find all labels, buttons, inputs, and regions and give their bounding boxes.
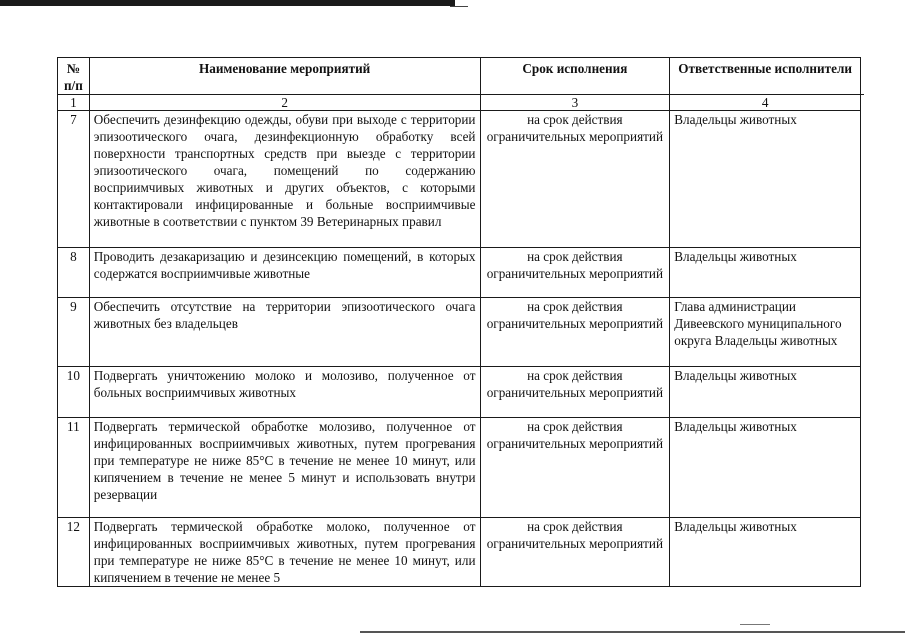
- table-edge-tick: [860, 94, 864, 95]
- measure-responsible: Владельцы животных: [670, 367, 861, 418]
- row-number: 8: [58, 248, 90, 298]
- header-row: [58, 58, 861, 95]
- measure-term: на срок действия ограничительных мероприятий: [480, 298, 670, 367]
- measure-name: Подвергать уничтожению молоко и молозиво, полученное от больных восприимчивых животных: [89, 367, 480, 418]
- measure-name: Проводить дезакаризацию и дезинсекцию помещений, в которых содержатся восприимчивые животные: [89, 248, 480, 298]
- row-number: 9: [58, 298, 90, 367]
- measure-responsible: Владельцы животных: [670, 418, 861, 518]
- row-number: 7: [58, 111, 90, 248]
- measure-term: на срок действия ограничительных мероприятий: [480, 248, 670, 298]
- measure-term: на срок действия ограничительных мероприятий: [480, 367, 670, 418]
- row-number: 10: [58, 367, 90, 418]
- table-row: [58, 418, 861, 518]
- measure-term: на срок действия ограничительных мероприятий: [480, 518, 670, 587]
- measure-name: Обеспечить дезинфекцию одежды, обуви при выходе с территории эпизоотического очага, дезинфекционную обработку всей поверхности транспортных средств при выезде с территории эпизоотического очага, помещений по содержанию восприимчивых животных и других объектов, с которыми контактировали инфицированные и больные восприимчивые животные в соответствии с пунктом 39 Ветеринарных правил: [89, 111, 480, 248]
- column-index: 2: [89, 95, 480, 111]
- scan-artifact-bottom-tick: [740, 624, 770, 625]
- measure-responsible: Владельцы животных: [670, 248, 861, 298]
- measure-name: Подвергать термической обработке молозиво, полученное от инфицированных восприимчивых животных, путем прогревания при температуре не ниже 85°С в течение не менее 10 минут, или кипячением в течение не менее 5 минут и использовать внутри резервации: [89, 418, 480, 518]
- header-name: Наименование мероприятий: [89, 58, 480, 95]
- measure-term: на срок действия ограничительных мероприятий: [480, 418, 670, 518]
- table-row: [58, 111, 861, 248]
- table-row: [58, 518, 861, 587]
- measure-name: Обеспечить отсутствие на территории эпизоотического очага животных без владельцев: [89, 298, 480, 367]
- measure-responsible: Глава администрации Дивеевского муниципального округа Владельцы животных: [670, 298, 861, 367]
- header-num: № п/п: [58, 58, 90, 95]
- table-row: [58, 367, 861, 418]
- scan-artifact-bottom: [360, 631, 905, 633]
- header-resp: Ответственные исполнители: [670, 58, 861, 95]
- measure-responsible: Владельцы животных: [670, 518, 861, 587]
- row-number: 12: [58, 518, 90, 587]
- header-term: Срок исполнения: [480, 58, 670, 95]
- column-index-row: [58, 95, 861, 111]
- measure-responsible: Владельцы животных: [670, 111, 861, 248]
- scan-artifact-top: [0, 0, 455, 6]
- column-index: 4: [670, 95, 861, 111]
- table-row: [58, 298, 861, 367]
- measure-name: Подвергать термической обработке молоко, полученное от инфицированных восприимчивых животных, путем прогревания при температуре не ниже 85°С в течение не менее 10 минут, или кипячением в течение не менее 5: [89, 518, 480, 587]
- measure-term: на срок действия ограничительных мероприятий: [480, 111, 670, 248]
- column-index: 3: [480, 95, 670, 111]
- row-number: 11: [58, 418, 90, 518]
- table-row: [58, 248, 861, 298]
- column-index: 1: [58, 95, 90, 111]
- scan-artifact-top-tick: [450, 6, 468, 7]
- measures-table: [57, 57, 861, 587]
